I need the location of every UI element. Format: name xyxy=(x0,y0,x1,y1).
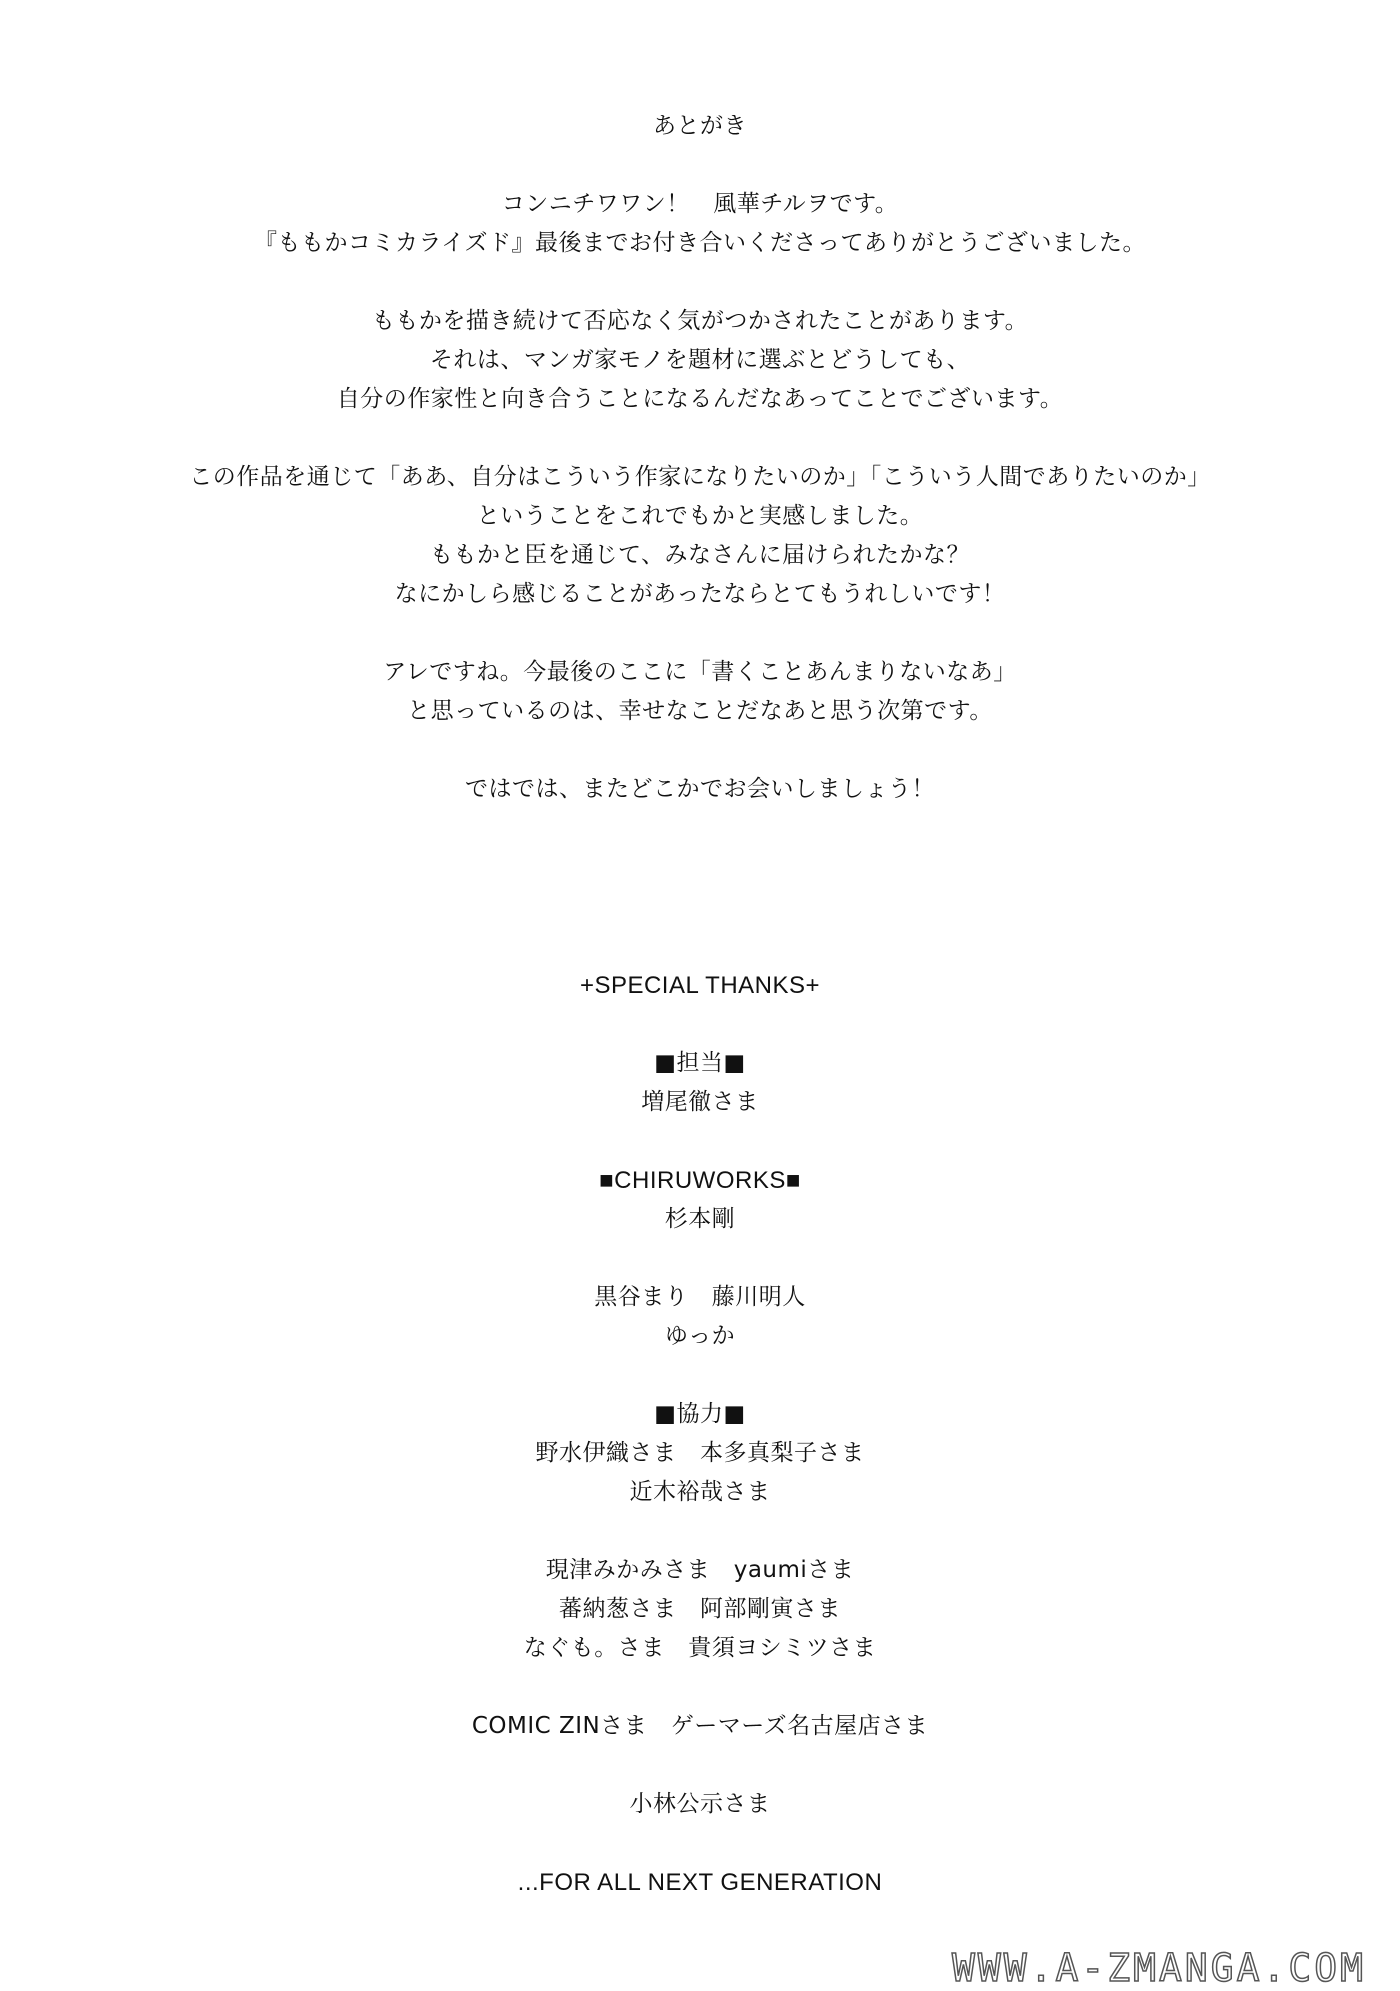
afterword-line: ということをこれでもかと実感しました。 xyxy=(476,503,924,529)
afterword-paragraph-4 xyxy=(0,653,1400,731)
afterword-line: ではでは、またどこかでお会いしましょう！ xyxy=(465,776,935,802)
thanks-name: 野水伊織さま 本多真梨子さま xyxy=(535,1440,865,1466)
thanks-section-title: ■CHIRUWORKS■ xyxy=(599,1167,801,1194)
closing-line: ...FOR ALL NEXT GENERATION xyxy=(517,1869,883,1896)
thanks-section-shops xyxy=(0,1707,1400,1746)
thanks-name: COMIC ZINさま ゲーマーズ名古屋店さま xyxy=(471,1713,929,1739)
thanks-name: なぐも。さま 貴須ヨシミツさま xyxy=(523,1635,877,1661)
thanks-name: ゆっか xyxy=(664,1323,736,1349)
thanks-section-chiruworks xyxy=(0,1161,1400,1239)
afterword-title: あとがき xyxy=(653,113,747,139)
afterword-line: それは、マンガ家モノを題材に選ぶとどうしても、 xyxy=(429,347,971,373)
afterword-title-block xyxy=(0,107,1400,146)
thanks-name: 蕃納葱さま 阿部剛寅さま xyxy=(559,1596,841,1622)
afterword-line: なにかしら感じることがあったならとてもうれしいです！ xyxy=(394,581,1006,607)
afterword-line: 自分の作家性と向き合うことになるんだなあってことでございます。 xyxy=(336,386,1064,412)
thanks-section-friends xyxy=(0,1551,1400,1668)
thanks-name: 現津みかみさま yaumiさま xyxy=(545,1557,855,1583)
afterword-paragraph-2 xyxy=(0,302,1400,419)
afterword-line: ももかと臣を通じて、みなさんに届けられたかな？ xyxy=(429,542,971,568)
special-thanks-heading-block xyxy=(0,966,1400,1005)
thanks-section-closing xyxy=(0,1863,1400,1902)
afterword-paragraph-5 xyxy=(0,770,1400,809)
afterword-line: この作品を通じて「ああ、自分はこういう作家になりたいのか」「こういう人間でありたいのか」 xyxy=(189,464,1211,490)
thanks-name: 黒谷まり 藤川明人 xyxy=(594,1284,806,1310)
thanks-name: 小林公示さま xyxy=(629,1791,771,1817)
afterword-line: アレですね。今最後のここに「書くことあんまりないなあ」 xyxy=(383,659,1017,685)
thanks-section-cooperation xyxy=(0,1395,1400,1512)
site-watermark: WWW.A-ZMANGA.COM xyxy=(951,1946,1366,1990)
thanks-name: 増尾徹さま xyxy=(641,1089,759,1115)
thanks-section-kobayashi xyxy=(0,1785,1400,1824)
afterword-line: と思っているのは、幸せなことだなあと思う次第です。 xyxy=(407,698,993,724)
afterword-paragraph-1 xyxy=(0,185,1400,263)
special-thanks-heading: +SPECIAL THANKS+ xyxy=(579,972,821,999)
thanks-name: 杉本剛 xyxy=(664,1206,736,1232)
thanks-section-assistants xyxy=(0,1278,1400,1356)
afterword-line: コンニチワワン！ 風華チルヲです。 xyxy=(501,191,899,217)
afterword-paragraph-3 xyxy=(0,458,1400,614)
afterword-line: 『ももかコミカライズド』最後までお付き合いくださってありがとうございました。 xyxy=(253,230,1147,256)
thanks-name: 近木裕哉さま xyxy=(629,1479,771,1505)
thanks-section-editor xyxy=(0,1044,1400,1122)
thanks-section-title: ■担当■ xyxy=(654,1050,746,1076)
afterword-line: ももかを描き続けて否応なく気がつかされたことがあります。 xyxy=(371,308,1029,334)
thanks-section-title: ■協力■ xyxy=(654,1401,746,1427)
